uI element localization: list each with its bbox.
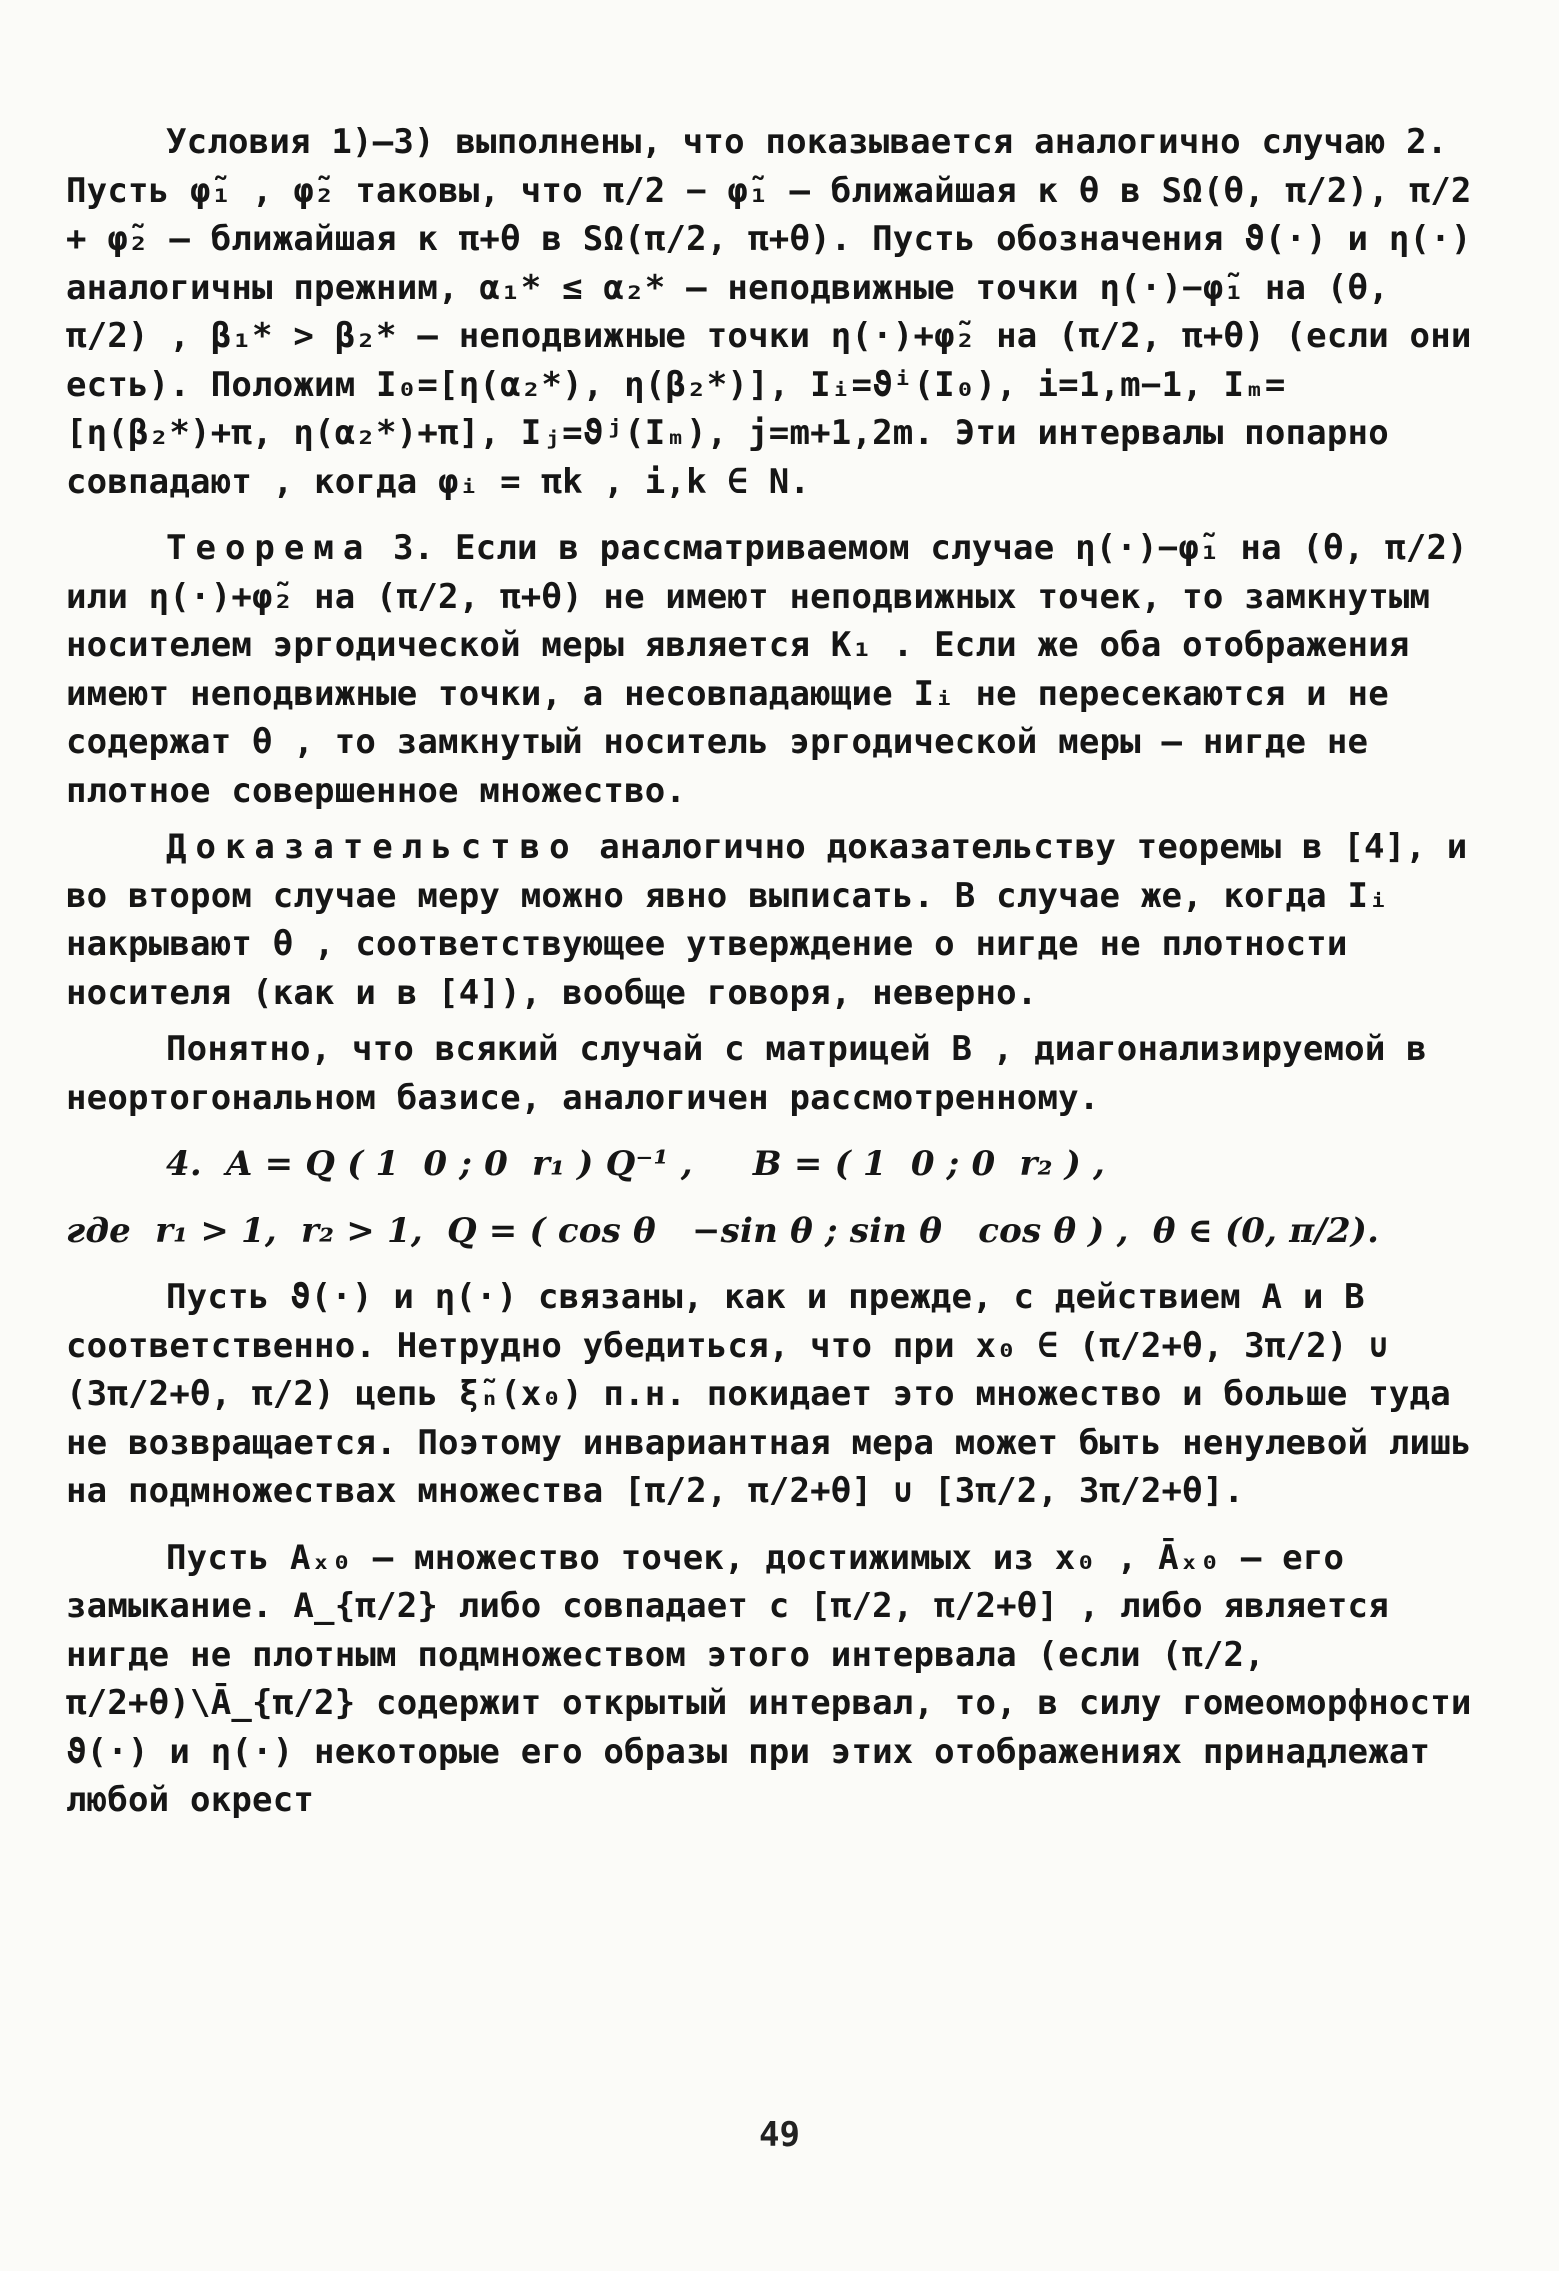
proof [66,823,1489,1017]
theorem-body: 3. Если в рассматриваемом случае η(·)−φ̃₁ на (θ, π/2) или η(·)+φ̃₂ на (π/2, π+θ) не имеют неподвижных точек, то замкнутым носителем эргодической меры является K₁ . Если же оба отображения имеют неподвижные точки, а несовпадающие Iᵢ не пересекаются и не содержат θ , то замкнутый носитель эргодической меры – нигде не плотное совершенное множество. [66,528,1489,811]
proof-label: Доказательство [166,827,579,867]
theorem-label: Теорема [166,528,373,568]
paragraph-chain: Пусть ϑ(·) и η(·) связаны, как и прежде, с действием A и B соответственно. Нетрудно убедиться, что при x₀ ∈ (π/2+θ, 3π/2) ∪ (3π/2+θ, π/2) цепь ξ̃ₙ(x₀) п.н. покидает это множество и больше туда не возвращается. Поэтому инвариантная мера может быть ненулевой лишь на подмножествах множества [π/2, π/2+θ] ∪ [3π/2, 3π/2+θ]. [66,1277,1493,1511]
paragraph-matrix-case: Понятно, что всякий случай с матрицей B , диагонализируемой в неортогональном базисе, аналогичен рассмотренному. [66,1029,1448,1118]
formula-case-4: 4. A = Q ( 1 0 ; 0 r₁ ) Q⁻¹ , B = ( 1 0 ; 0 r₂ ) , [166,1144,1106,1184]
paragraph-closure: Пусть Aₓ₀ – множество точек, достижимых из x₀ , Āₓ₀ – его замыкание. A_{π/2} либо совпадает с [π/2, π/2+θ] , либо является нигде не плотным подмножеством этого интервала (если (π/2, π/2+θ)\Ā_{π/2} содержит открытый интервал, то, в силу гомеоморфности ϑ(·) и η(·) некоторые его образы при этих отображениях принадлежат любой окрест [66,1537,1493,1820]
formula-where: где r₁ > 1, r₂ > 1, Q = ( cos θ −sin θ ; sin θ cos θ ) , θ ∈ (0, π/2). [66,1210,1380,1251]
body-text [66,118,1493,1825]
paragraph-conditions: Условия 1)–3) выполнены, что показывается аналогично случаю 2. Пусть φ̃₁ , φ̃₂ таковы, что π/2 − φ̃₁ – ближайшая к θ в SΩ(θ, π/2), π/2 + φ̃₂ – ближайшая к π+θ в SΩ(π/2, π+θ). Пусть обозначения ϑ(·) и η(·) аналогичны прежним, α₁* ≤ α₂* – неподвижные точки η(·)−φ̃₁ на (θ, π/2) , β₁* > β₂* – неподвижные точки η(·)+φ̃₂ на (π/2, π+θ) (если они есть). Положим I₀=[η(α₂*), η(β₂*)], Iᵢ=ϑⁱ(I₀), i=1,m−1, Iₘ=[η(β₂*)+π, η(α₂*)+π], Iⱼ=ϑʲ(Iₘ), j=m+1,2m. Эти интервалы попарно совпадают , когда φᵢ = πk , i,k ∈ N. [66,122,1493,502]
proof-body: аналогично доказательству теоремы в [4], и во втором случае меру можно явно выписать. В случае же, когда Iᵢ накрывают θ , соответствующее утверждение о нигде не плотности носителя (как и в [4]), вообще говоря, неверно. [66,827,1489,1013]
theorem-3 [66,524,1489,815]
page-number: 49 [759,2115,800,2155]
